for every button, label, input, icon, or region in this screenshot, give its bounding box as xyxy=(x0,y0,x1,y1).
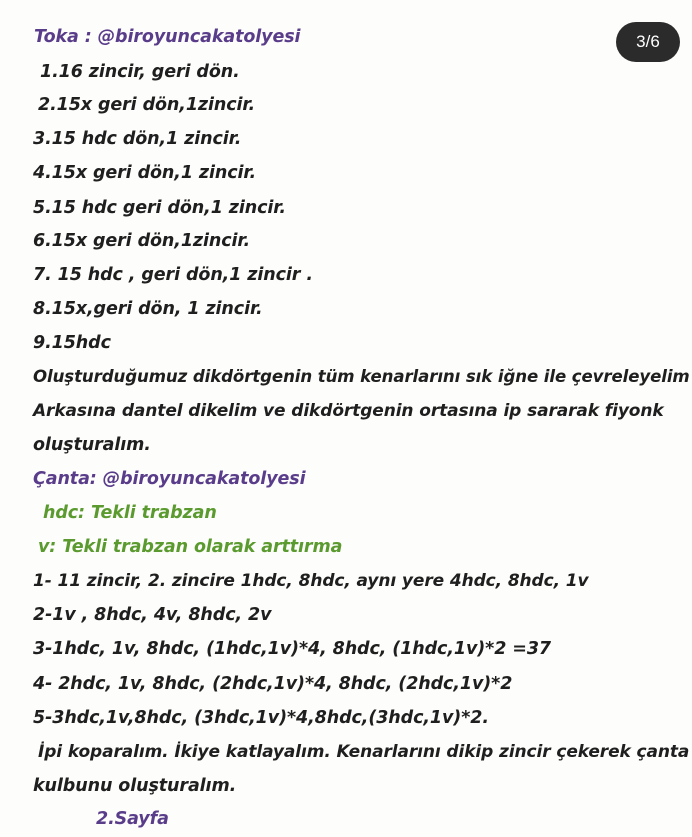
toka-paragraph-line-3: oluşturalım. xyxy=(33,435,151,455)
page-counter-badge: 3/6 xyxy=(616,22,680,62)
canta-legend-hdc: hdc: Tekli trabzan xyxy=(43,503,217,523)
toka-step-9: 9.15hdc xyxy=(33,333,111,353)
toka-step-8: 8.15x,geri dön, 1 zincir. xyxy=(33,299,263,319)
canta-step-4: 4- 2hdc, 1v, 8hdc, (2hdc,1v)*4, 8hdc, (2hdc,1v)*2 xyxy=(33,674,513,694)
canta-step-2: 2-1v , 8hdc, 4v, 8hdc, 2v xyxy=(33,605,272,625)
toka-step-4: 4.15x geri dön,1 zincir. xyxy=(33,163,256,183)
toka-paragraph-line-2: Arkasına dantel dikelim ve dikdörtgenin ortasına ip sararak fiyonk xyxy=(33,401,664,421)
toka-step-6: 6.15x geri dön,1zincir. xyxy=(33,231,251,251)
canta-step-3: 3-1hdc, 1v, 8hdc, (1hdc,1v)*4, 8hdc, (1hdc,1v)*2 =37 xyxy=(33,639,551,659)
toka-step-1: 1.16 zincir, geri dön. xyxy=(40,62,240,82)
toka-step-3: 3.15 hdc dön,1 zincir. xyxy=(33,129,242,149)
canta-step-5: 5-3hdc,1v,8hdc, (3hdc,1v)*4,8hdc,(3hdc,1v)*2. xyxy=(33,708,489,728)
toka-paragraph-line-1: Oluşturduğumuz dikdörtgenin tüm kenarlarını sık iğne ile çevreleyelim xyxy=(33,367,690,386)
toka-step-2: 2.15x geri dön,1zincir. xyxy=(38,95,256,115)
toka-step-7: 7. 15 hdc , geri dön,1 zincir . xyxy=(33,265,313,285)
canta-heading: Çanta: @biroyuncakatolyesi xyxy=(33,469,306,489)
toka-step-5: 5.15 hdc geri dön,1 zincir. xyxy=(33,198,286,218)
canta-paragraph-line-2: kulbunu oluşturalım. xyxy=(33,776,237,796)
toka-heading: Toka : @biroyuncakatolyesi xyxy=(34,27,301,47)
canta-step-1: 1- 11 zincir, 2. zincire 1hdc, 8hdc, aynı yere 4hdc, 8hdc, 1v xyxy=(33,571,589,591)
canta-paragraph-line-1: İpi koparalım. İkiye katlayalım. Kenarlarını dikip zincir çekerek çanta xyxy=(38,742,690,762)
canta-legend-v: v: Tekli trabzan olarak arttırma xyxy=(38,537,343,557)
page-footer-label: 2.Sayfa xyxy=(96,809,169,829)
